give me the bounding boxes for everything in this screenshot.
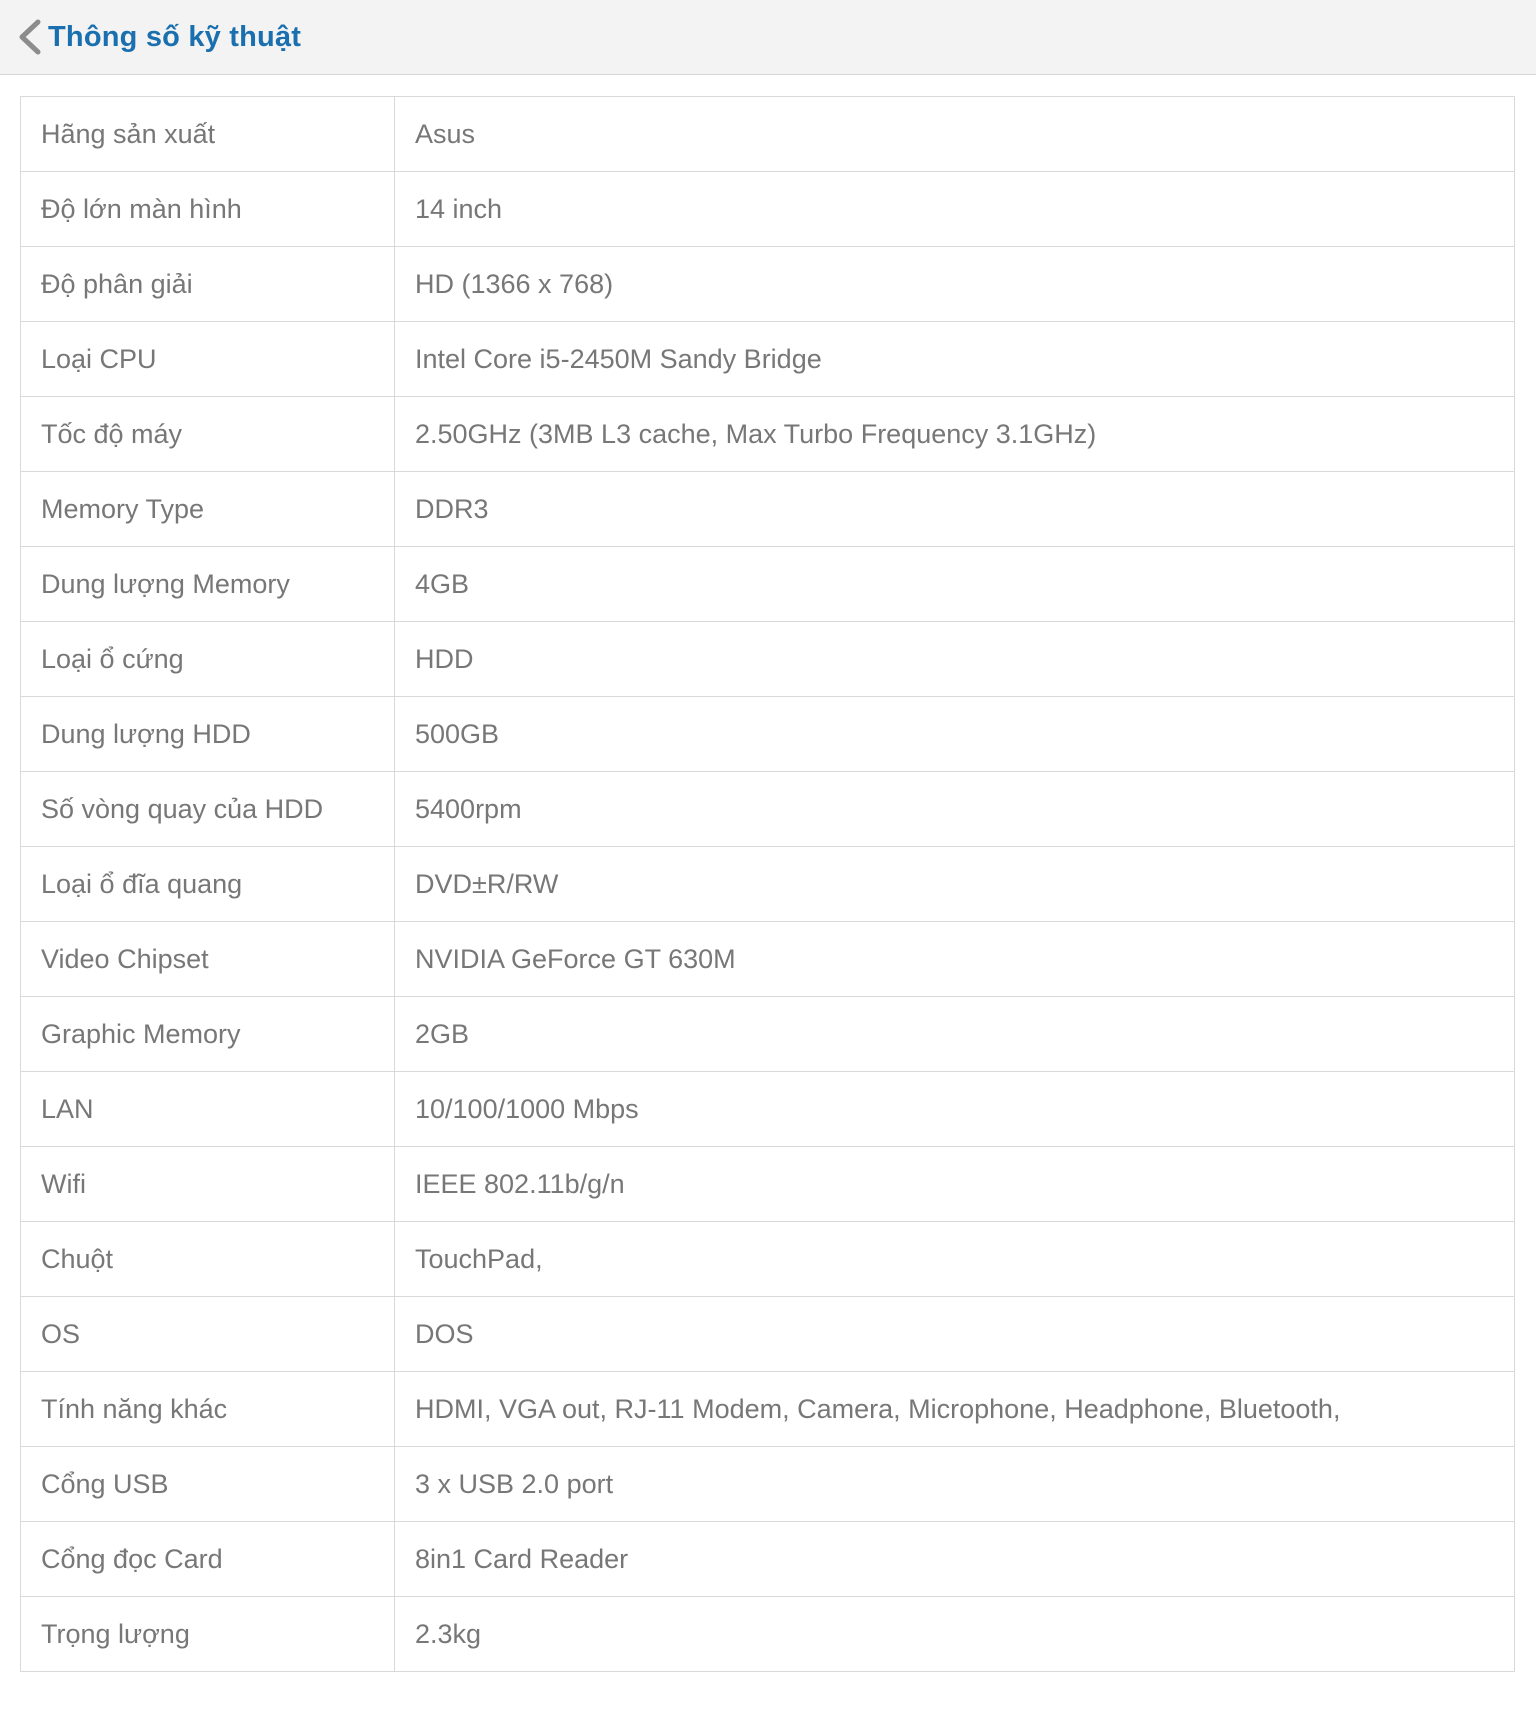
spec-value: 2GB [395,997,1515,1072]
spec-row [21,547,1515,622]
spec-label: Dung lượng Memory [21,547,395,622]
spec-value: DOS [395,1297,1515,1372]
back-button[interactable] [14,14,301,60]
spec-row [21,697,1515,772]
spec-value: 8in1 Card Reader [395,1522,1515,1597]
spec-value: Asus [395,97,1515,172]
spec-row [21,1447,1515,1522]
spec-row [21,1297,1515,1372]
top-bar [0,0,1536,75]
spec-row [21,1522,1515,1597]
spec-label: Wifi [21,1147,395,1222]
spec-value: DDR3 [395,472,1515,547]
spec-row [21,847,1515,922]
spec-label: Trọng lượng [21,1597,395,1672]
spec-label: Loại ổ cứng [21,622,395,697]
spec-row [21,472,1515,547]
spec-value: 5400rpm [395,772,1515,847]
spec-label: Tốc độ máy [21,397,395,472]
spec-value: 3 x USB 2.0 port [395,1447,1515,1522]
spec-row [21,397,1515,472]
spec-value: DVD±R/RW [395,847,1515,922]
spec-value: IEEE 802.11b/g/n [395,1147,1515,1222]
spec-label: Độ phân giải [21,247,395,322]
page-title: Thông số kỹ thuật [48,20,302,53]
spec-value: 10/100/1000 Mbps [395,1072,1515,1147]
spec-row [21,772,1515,847]
spec-label: Độ lớn màn hình [21,172,395,247]
spec-label: Dung lượng HDD [21,697,395,772]
spec-value: HD (1366 x 768) [395,247,1515,322]
spec-row [21,1147,1515,1222]
spec-value: TouchPad, [395,1222,1515,1297]
spec-label: Chuột [21,1222,395,1297]
spec-row [21,172,1515,247]
spec-row [21,1372,1515,1447]
spec-label: OS [21,1297,395,1372]
chevron-left-icon [14,14,46,60]
spec-label: Cổng đọc Card [21,1522,395,1597]
spec-table [20,96,1515,1672]
spec-label: Memory Type [21,472,395,547]
spec-row [21,622,1515,697]
spec-row [21,1072,1515,1147]
spec-value: 14 inch [395,172,1515,247]
spec-value: 2.3kg [395,1597,1515,1672]
spec-value: 500GB [395,697,1515,772]
spec-label: LAN [21,1072,395,1147]
spec-row [21,322,1515,397]
spec-label: Cổng USB [21,1447,395,1522]
spec-label: Số vòng quay của HDD [21,772,395,847]
spec-label: Graphic Memory [21,997,395,1072]
spec-label: Tính năng khác [21,1372,395,1447]
spec-value: 2.50GHz (3MB L3 cache, Max Turbo Frequency 3.1GHz) [395,397,1515,472]
spec-value: Intel Core i5-2450M Sandy Bridge [395,322,1515,397]
spec-label: Video Chipset [21,922,395,997]
spec-row [21,97,1515,172]
spec-row [21,247,1515,322]
spec-value: HDD [395,622,1515,697]
spec-value: NVIDIA GeForce GT 630M [395,922,1515,997]
spec-row [21,1597,1515,1672]
spec-value: HDMI, VGA out, RJ-11 Modem, Camera, Microphone, Headphone, Bluetooth, [395,1372,1515,1447]
spec-row [21,1222,1515,1297]
spec-row [21,997,1515,1072]
spec-label: Loại ổ đĩa quang [21,847,395,922]
spec-label: Loại CPU [21,322,395,397]
spec-label: Hãng sản xuất [21,97,395,172]
spec-value: 4GB [395,547,1515,622]
spec-row [21,922,1515,997]
